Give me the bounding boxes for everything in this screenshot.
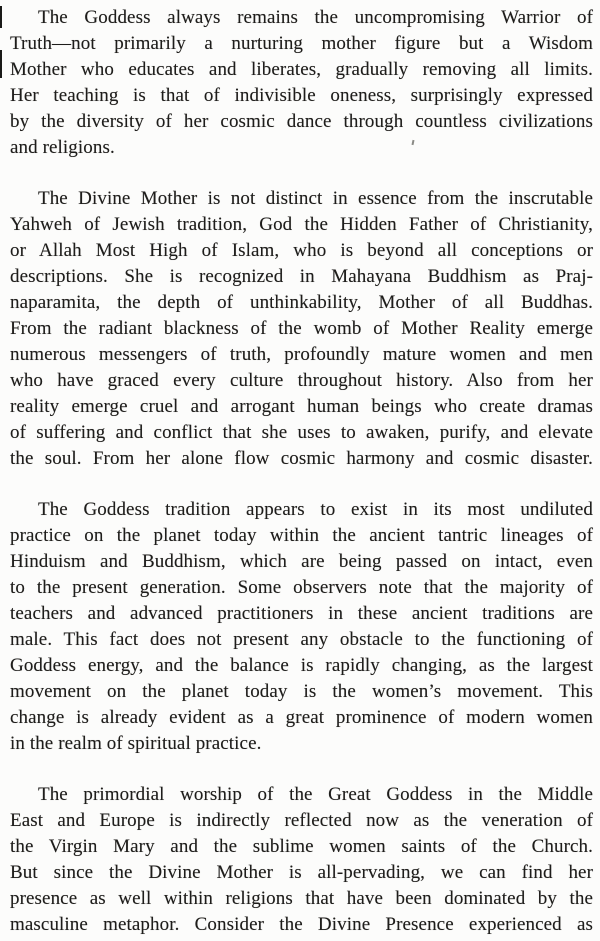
text-line: change is already evident as a great prominence of modern women [10, 707, 593, 728]
text-line: Yahweh of Jewish tradition, God the Hidden Father of Christianity, [10, 214, 593, 235]
text-line: Mother who educates and liberates, gradually removing all limits. [10, 59, 593, 80]
text-line: presence as well within religions that have been dominated by the [10, 888, 593, 909]
text-line: The Goddess tradition appears to exist in its most undiluted [38, 499, 593, 520]
text-line: The primordial worship of the Great Goddess in the Middle [38, 784, 593, 805]
text-line: movement on the planet today is the women’s movement. This [10, 681, 593, 702]
text-line: naparamita, the depth of unthinkability, Mother of all Buddhas. [10, 292, 593, 313]
text-line: The Divine Mother is not distinct in essence from the inscrutable [38, 188, 593, 209]
text-line: or Allah Most High of Islam, who is beyond all conceptions or [10, 240, 593, 261]
text-line: numerous messengers of truth, profoundly mature women and men [10, 344, 593, 365]
text-line: masculine metaphor. Consider the Divine Presence experienced as [10, 914, 593, 935]
text-line: in the realm of spiritual practice. [10, 733, 262, 754]
scan-edge-artifact [0, 50, 2, 78]
text-line: Truth—not primarily a nurturing mother figure but a Wisdom [10, 33, 593, 54]
text-line: East and Europe is indirectly reflected now as the veneration of [10, 810, 593, 831]
text-line: to the present generation. Some observers note that the majority of [10, 577, 593, 598]
scan-edge-artifact [0, 6, 2, 28]
text-line: teachers and advanced practitioners in these ancient traditions are [10, 603, 593, 624]
text-line: male. This fact does not present any obstacle to the functioning of [10, 629, 593, 650]
text-line: by the diversity of her cosmic dance through countless civilizations [10, 111, 593, 132]
text-line: descriptions. She is recognized in Mahayana Buddhism as Praj- [10, 266, 593, 287]
text-line: reality emerge cruel and arrogant human beings who create dramas [10, 396, 593, 417]
text-line: and religions. [10, 137, 115, 158]
text-line: of suffering and conflict that she uses to awaken, purify, and elevate [10, 422, 593, 443]
text-line: Her teaching is that of indivisible oneness, surprisingly expressed [10, 85, 593, 106]
paragraph [10, 782, 593, 938]
text-line: But since the Divine Mother is all-pervading, we can find her [10, 862, 593, 883]
text-line: who have graced every culture throughout history. Also from her [10, 370, 593, 391]
paragraph [10, 186, 593, 472]
text-line: The Goddess always remains the uncompromising Warrior of [38, 7, 593, 28]
text-line: practice on the planet today within the ancient tantric lineages of [10, 525, 593, 546]
text-line: From the radiant blackness of the womb of Mother Reality emerge [10, 318, 593, 339]
text-line: Goddess energy, and the balance is rapidly changing, as the largest [10, 655, 593, 676]
text-line: the Virgin Mary and the sublime women saints of the Church. [10, 836, 593, 857]
paragraph [10, 5, 593, 161]
text-line: Hinduism and Buddhism, which are being passed on intact, even [10, 551, 593, 572]
paragraph [10, 497, 593, 757]
text-line: the soul. From her alone flow cosmic harmony and cosmic disaster. [10, 448, 593, 469]
